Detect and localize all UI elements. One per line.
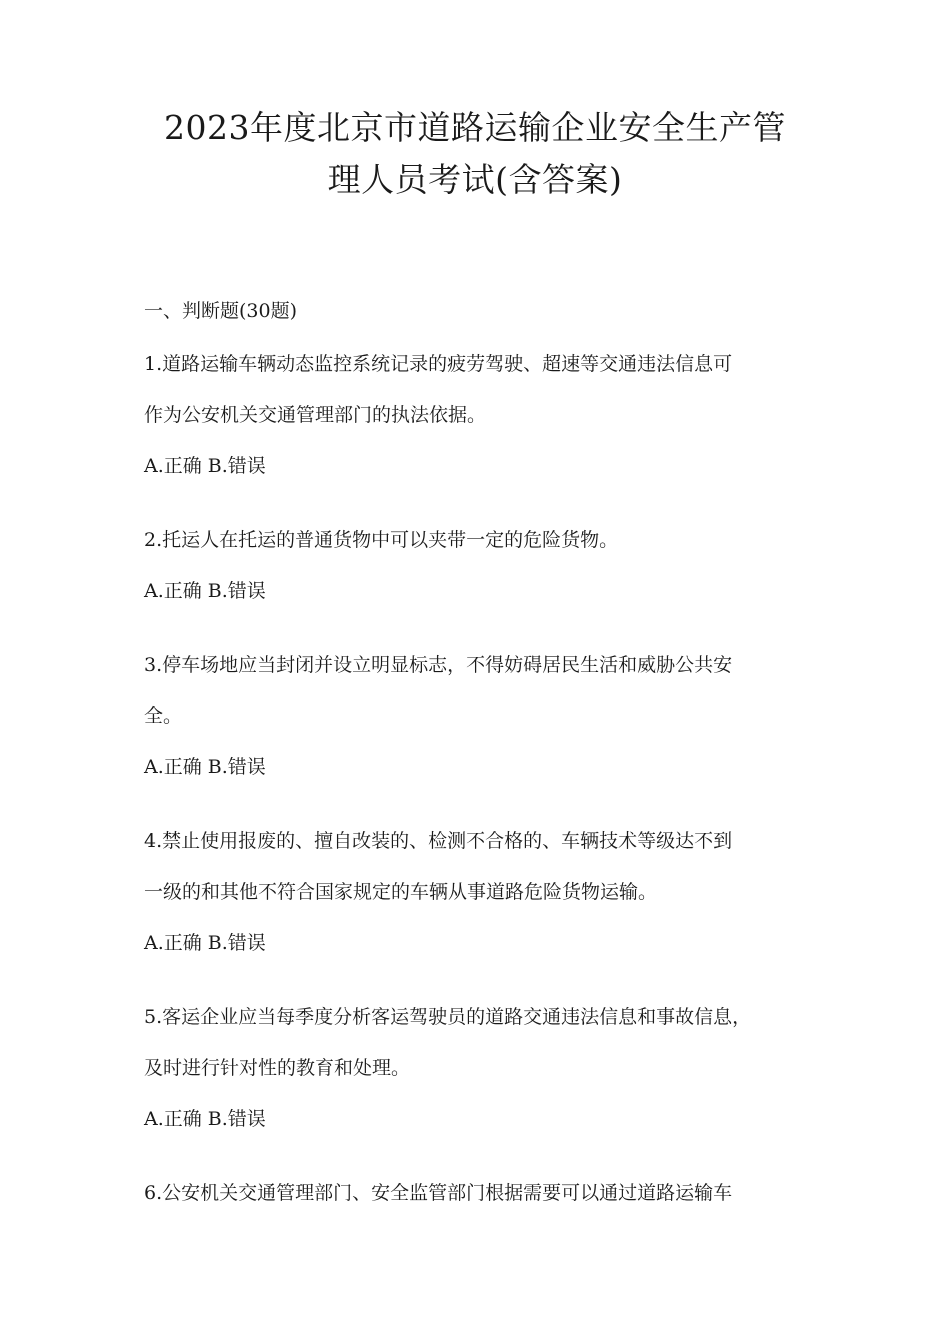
question-3	[144, 640, 824, 793]
question-4	[144, 816, 824, 969]
question-text-line: 3.停车场地应当封闭并设立明显标志，不得妨碍居民生活和威胁公共安	[144, 654, 733, 676]
question-text-line: 2.托运人在托运的普通货物中可以夹带一定的危险货物。	[144, 529, 619, 551]
title-line-1: 2023年度北京市道路运输企业安全生产管	[164, 108, 786, 147]
section-heading: 一、判断题(30题)	[144, 300, 298, 322]
document-title	[100, 102, 850, 206]
question-options: A.正确 B.错误	[144, 756, 266, 778]
question-options: A.正确 B.错误	[144, 580, 266, 602]
question-text-line: 及时进行针对性的教育和处理。	[144, 1057, 411, 1079]
question-text-line: 一级的和其他不符合国家规定的车辆从事道路危险货物运输。	[144, 881, 658, 903]
title-line-2: 理人员考试(含答案)	[327, 160, 623, 199]
question-5	[144, 992, 824, 1145]
question-text-line: 作为公安机关交通管理部门的执法依据。	[144, 404, 487, 426]
question-text-line: 5.客运企业应当每季度分析客运驾驶员的道路交通违法信息和事故信息，	[144, 1006, 752, 1028]
question-options: A.正确 B.错误	[144, 1108, 266, 1130]
question-1	[144, 339, 824, 492]
question-text-line: 6.公安机关交通管理部门、安全监管部门根据需要可以通过道路运输车	[144, 1182, 733, 1204]
question-text-line: 全。	[144, 705, 183, 727]
question-text-line: 1.道路运输车辆动态监控系统记录的疲劳驾驶、超速等交通违法信息可	[144, 353, 733, 375]
question-2	[144, 515, 824, 617]
question-6	[144, 1168, 824, 1219]
question-options: A.正确 B.错误	[144, 932, 266, 954]
document-body	[144, 292, 824, 1219]
question-text-line: 4.禁止使用报废的、擅自改装的、检测不合格的、车辆技术等级达不到	[144, 830, 733, 852]
question-options: A.正确 B.错误	[144, 455, 266, 477]
